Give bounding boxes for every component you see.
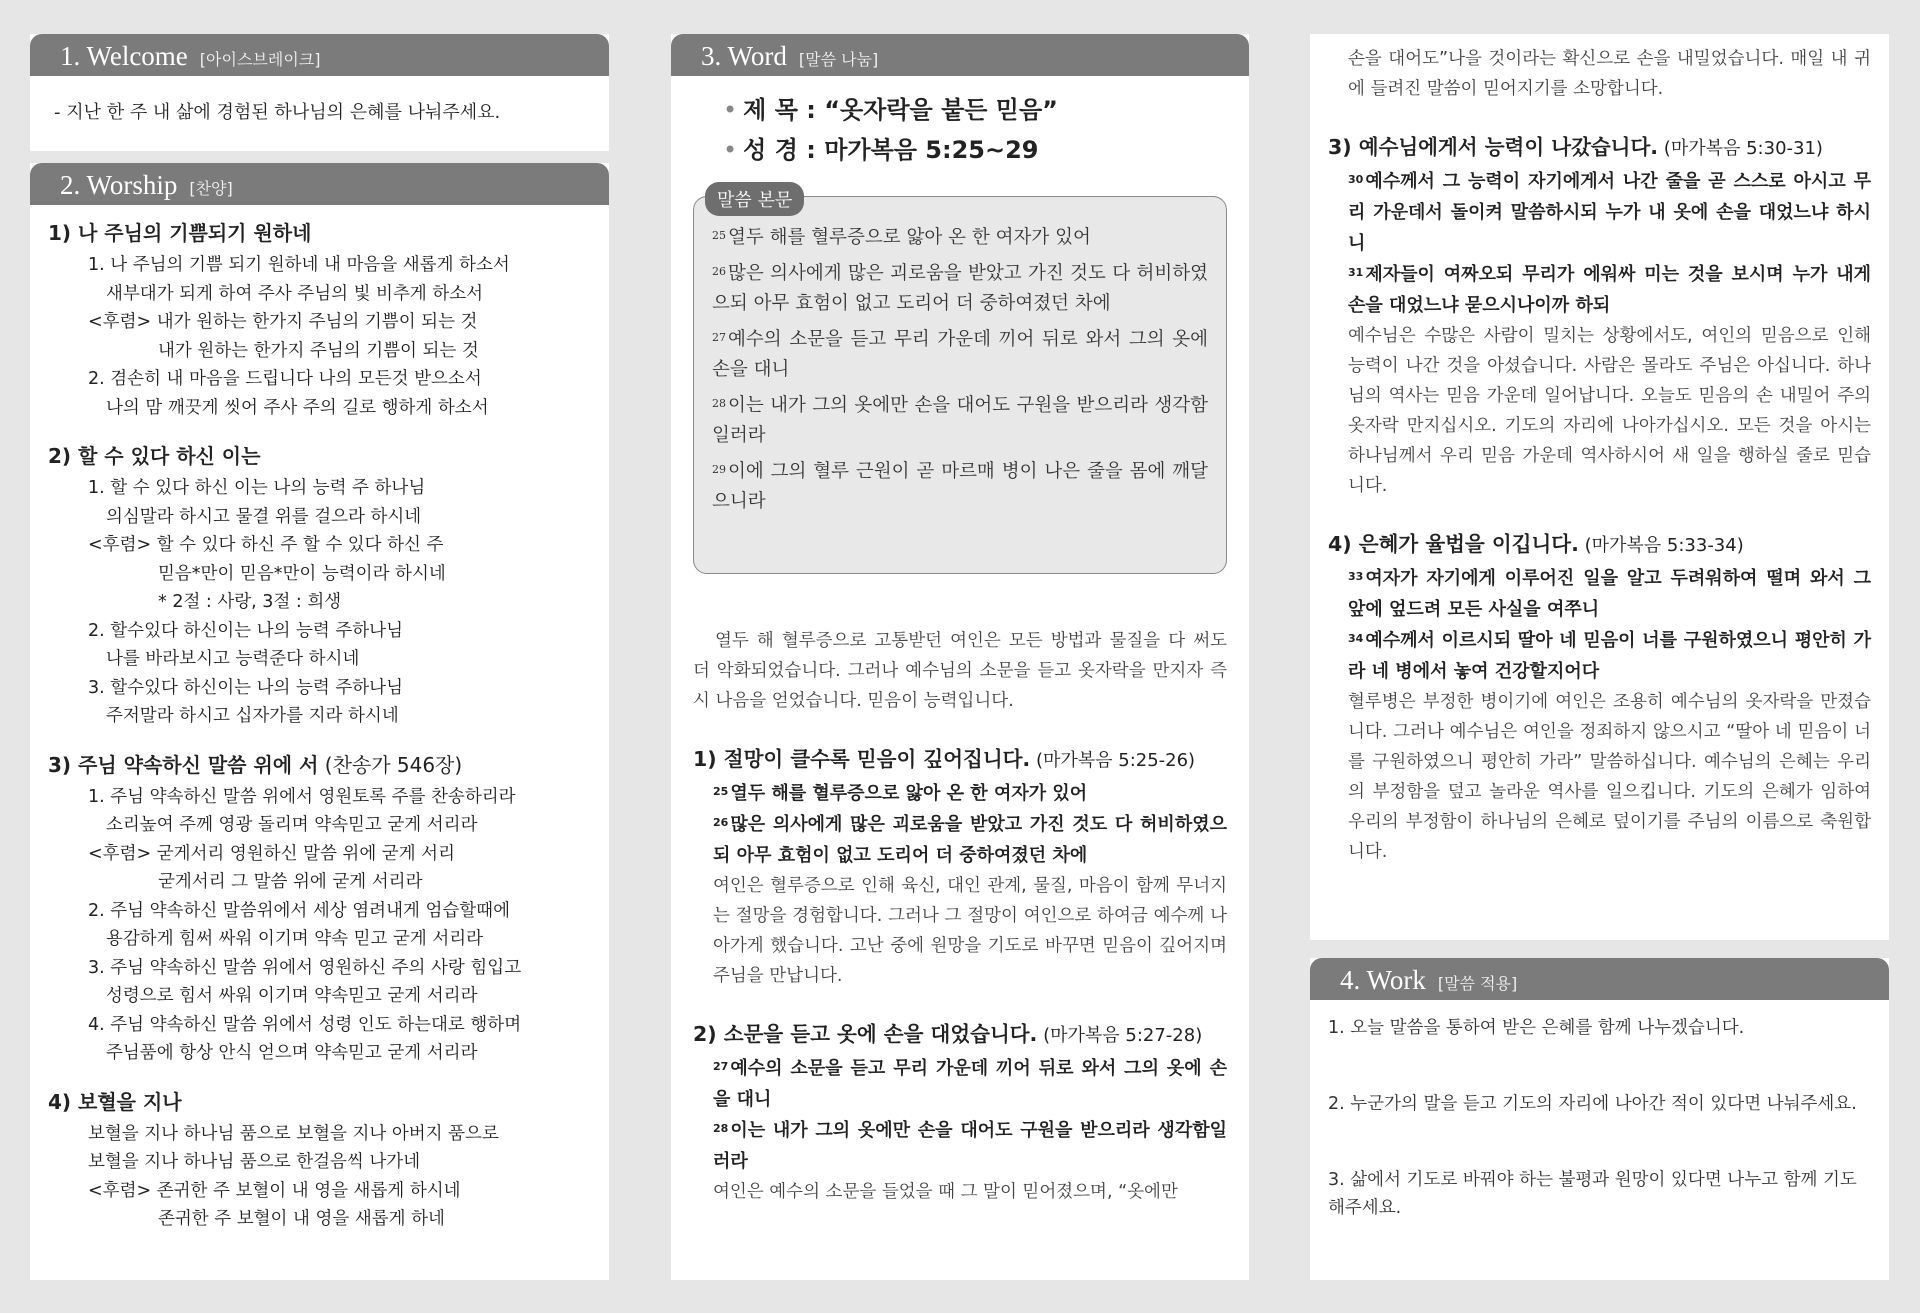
scripture-text	[693, 196, 1227, 574]
worship-subtitle: [찬양]	[189, 179, 233, 198]
song-line: 3. 주님 약속하신 말씀 위에서 영원하신 주의 사랑 힘입고	[88, 957, 522, 978]
work-title: 4. Work	[1340, 965, 1426, 995]
word-header	[671, 34, 1249, 76]
song-line: 굳게서리 그 말씀 위에 굳게 서리라	[158, 872, 423, 892]
song-line: 나의 맘 깨끗게 씻어 주사 주의 길로 행하게 하소서	[106, 397, 489, 418]
point-title: 3) 예수님에게서 능력이 나갔습니다. (마가복음 5:30-31)	[1328, 135, 1823, 159]
scripture-verse: $^{26}$ 많은 의사에게 많은 괴로움을 받았고 가진 것도 다 허비하였으되 아무 효험이 없고 도리어 더 중하여졌던 차에	[712, 263, 1208, 314]
song-title: 3) 주님 약속하신 말씀 위에 서 (찬송가 546장)	[48, 752, 463, 777]
song-line: 소리높여 주께 영광 돌리며 약속믿고 굳게 서리라	[106, 815, 478, 835]
point-verse: $^{34}$ 예수께서 이르시되 딸아 네 믿음이 너를 구원하였으니 평안히 가라 네 병에서 놓여 건강할지어다	[1348, 630, 1871, 682]
welcome-text: - 지난 한 주 내 삶에 경험된 하나님의 은혜를 나눠주세요.	[54, 102, 501, 123]
song-line: 보혈을 지나 하나님 품으로 한걸음씩 나가네	[88, 1152, 421, 1172]
song-line: <후렴> 존귀한 주 보혈이 내 영을 새롭게 하시네	[88, 1180, 461, 1201]
work-question: 1. 오늘 말씀을 통하여 받은 은혜를 함께 나누겠습니다.	[1328, 1018, 1745, 1038]
word-body	[671, 76, 1249, 1207]
song-line: 2. 주님 약속하신 말씀위에서 세상 염려내게 엄습할때에	[88, 900, 510, 921]
song-3	[48, 749, 609, 1068]
scripture-verse: $^{29}$ 이에 그의 혈루 근원이 곧 마르매 병이 나은 줄을 몸에 깨달으니라	[712, 461, 1208, 512]
song-line: * 2절 : 사랑, 3절 : 희생	[158, 592, 342, 612]
sermon-topic: • 제 목 : “옷자락을 붙든 믿음”	[723, 96, 1058, 124]
song-line: 2. 할수있다 하신이는 나의 능력 주하나님	[88, 620, 403, 641]
song-line: 2. 겸손히 내 마음을 드립니다 나의 모든것 받으소서	[88, 369, 482, 389]
song-title: 4) 보혈을 지나	[48, 1089, 182, 1114]
column-left	[30, 0, 609, 1280]
song-line: <후렴> 할 수 있다 하신 주 할 수 있다 하신 주	[88, 535, 444, 555]
scripture-verse: $^{28}$ 이는 내가 그의 옷에만 손을 대어도 구원을 받으리라 생각함일러라	[712, 395, 1208, 446]
word-continued	[1310, 34, 1889, 940]
song-line: 성령으로 힘서 싸워 이기며 약속믿고 굳게 서리라	[106, 986, 478, 1006]
column-right	[1310, 0, 1889, 1280]
song-line: 1. 할 수 있다 하신 이는 나의 능력 주 하나님	[88, 478, 426, 498]
point-verse: $^{26}$ 많은 의사에게 많은 괴로움을 받았고 가진 것도 다 허비하였으되 아무 효험이 없고 도리어 더 중하여졌던 차에	[713, 814, 1227, 866]
song-line: <후렴> 내가 원하는 한가지 주님의 기쁨이 되는 것	[88, 312, 478, 332]
song-line: <후렴> 굳게서리 영원하신 말씀 위에 굳게 서리	[88, 843, 455, 864]
song-line: 용감하게 힘써 싸워 이기며 약속 믿고 굳게 서리라	[106, 929, 484, 949]
worship-header	[30, 163, 609, 205]
song-line: 4. 주님 약속하신 말씀 위에서 성령 인도 하는대로 행하며	[88, 1014, 522, 1035]
point-explanation: 혈루병은 부정한 병이기에 여인은 조용히 예수님의 옷자락을 만졌습니다. 그러나 예수님은 여인을 정죄하지 않으시고 “딸아 네 믿음이 너를 구원하였으니 평안히 가라” 말씀하십니다. 예수님의 은혜는 우리의 부정함을 덮고 놀라운 역사를 일으킵니다. 기도의 은혜가 임하여 우리의 부정함이 하나님의 은혜로 덮이기를 주님의 이름으로 축원합니다.	[1348, 692, 1871, 862]
point-title: 4) 은혜가 율법을 이깁니다. (마가복음 5:33-34)	[1328, 532, 1744, 556]
point-explanation: 예수님은 수많은 사람이 밀치는 상황에서도, 여인의 믿음으로 인해 능력이 나간 것을 아셨습니다. 사람은 몰라도 주님은 아십니다. 하나님의 역사는 믿음 가운데 일어납니다. 오늘도 믿음의 손 내밀어 주의 옷자락 만지십시오. 기도의 자리에 나아가십시오. 모든 것을 아시는 하나님께서 우리 믿음 가운데 역사하시어 새 일을 행하실 줄로 믿습니다.	[1348, 326, 1871, 496]
column-middle	[671, 0, 1249, 1280]
point-explanation-continued: 손을 대어도”나을 것이라는 확신으로 손을 내밀었습니다. 매일 내 귀에 들려진 말씀이 믿어지기를 소망합니다.	[1348, 49, 1871, 99]
work-header	[1310, 958, 1889, 1000]
welcome-subtitle: [아이스브레이크]	[199, 50, 321, 69]
worship-title: 2. Worship	[60, 170, 178, 200]
song-line: 나를 바라보시고 능력준다 하시네	[106, 649, 360, 669]
point-verse: $^{31}$ 제자들이 여짜오되 무리가 에워싸 미는 것을 보시며 누가 내게 손을 대었느냐 묻으시나이까 하되	[1348, 264, 1871, 316]
work-subtitle: [말씀 적용]	[1437, 974, 1518, 993]
song-line: 3. 할수있다 하신이는 나의 능력 주하나님	[88, 677, 403, 698]
scripture-tag: 말씀 본문	[705, 182, 804, 216]
song-line: 새부대가 되게 하여 주사 주님의 빛 비추게 하소서	[106, 283, 484, 304]
song-line: 주님품에 항상 안식 얻으며 약속믿고 굳게 서리라	[106, 1043, 478, 1063]
scripture-box	[693, 190, 1227, 574]
scripture-verse: $^{27}$ 예수의 소문을 듣고 무리 가운데 끼어 뒤로 와서 그의 옷에 손을 대니	[712, 329, 1208, 380]
song-4	[48, 1086, 609, 1234]
song-list	[30, 205, 609, 1234]
point-title: 1) 절망이 클수록 믿음이 깊어집니다. (마가복음 5:25-26)	[693, 747, 1196, 771]
point-verse: $^{27}$ 예수의 소문을 듣고 무리 가운데 끼어 뒤로 와서 그의 옷에 손을 대니	[713, 1058, 1227, 1110]
point-verse: $^{25}$ 열두 해를 혈루증으로 앓아 온 한 여자가 있어	[713, 783, 1088, 804]
word-section	[671, 34, 1249, 1280]
point-verse: $^{30}$ 예수께서 그 능력이 자기에게서 나간 줄을 곧 스스로 아시고 무리 가운데서 돌이켜 말씀하시되 누가 내 옷에 손을 대었느냐 하시니	[1348, 171, 1871, 254]
worship-section	[30, 163, 609, 1280]
welcome-header	[30, 34, 609, 76]
scripture-verse: $^{25}$ 열두 해를 혈루증으로 앓아 온 한 여자가 있어	[712, 227, 1091, 248]
song-2	[48, 440, 609, 731]
song-title: 1) 나 주님의 기쁨되기 원하네	[48, 221, 312, 245]
song-1	[48, 217, 609, 422]
song-line: 의심말라 하시고 물결 위를 걸으라 하시네	[106, 506, 422, 527]
song-line: 주저말라 하시고 십자가를 지라 하시네	[106, 706, 399, 726]
work-question: 2. 누군가의 말을 듣고 기도의 자리에 나아간 적이 있다면 나눠주세요.	[1328, 1094, 1857, 1114]
word-title: 3. Word	[701, 41, 787, 71]
point-title: 2) 소문을 듣고 옷에 손을 대었습니다. (마가복음 5:27-28)	[693, 1022, 1203, 1046]
sermon-intro: 열두 해 혈루증으로 고통받던 여인은 모든 방법과 물질을 다 써도 더 악화되었습니다. 그러나 예수님의 소문을 듣고 옷자락을 만지자 즉시 나음을 얻었습니다. 믿음이 능력입니다.	[693, 631, 1227, 711]
song-line: 존귀한 주 보혈이 내 영을 새롭게 하네	[158, 1209, 445, 1229]
song-line: 1. 주님 약속하신 말씀 위에서 영원토록 주를 찬송하리라	[88, 786, 516, 807]
song-title: 2) 할 수 있다 하신 이는	[48, 444, 261, 468]
word-continued-body	[1310, 34, 1889, 867]
welcome-section	[30, 34, 609, 151]
work-questions	[1310, 1000, 1889, 1222]
point-verse: $^{33}$ 여자가 자기에게 이루어진 일을 알고 두려워하여 떨며 와서 그 앞에 엎드려 모든 사실을 여쭈니	[1348, 568, 1871, 620]
point-verse: $^{28}$ 이는 내가 그의 옷에만 손을 대어도 구원을 받으리라 생각함일러라	[713, 1120, 1227, 1172]
song-line: 1. 나 주님의 기쁨 되기 원하네 내 마음을 새롭게 하소서	[88, 255, 510, 275]
point-explanation: 여인은 예수의 소문을 들었을 때 그 말이 믿어졌으며, “옷에만	[713, 1182, 1178, 1202]
work-question: 3. 삶에서 기도로 바꿔야 하는 불평과 원망이 있다면 나누고 함께 기도해주세요.	[1328, 1170, 1857, 1218]
work-section	[1310, 958, 1889, 1280]
song-line: 믿음*만이 믿음*만이 능력이라 하시네	[158, 563, 446, 584]
sermon-passage: • 성 경 : 마가복음 5:25~29	[723, 136, 1039, 164]
welcome-title: 1. Welcome	[60, 41, 188, 71]
point-explanation: 여인은 혈루증으로 인해 육신, 대인 관계, 물질, 마음이 함께 무너지는 절망을 경험합니다. 그러나 그 절망이 여인으로 하여금 예수께 나아가게 했습니다. 고난 중에 원망을 기도로 바꾸면 믿음이 깊어지며 주님을 만납니다.	[713, 876, 1227, 986]
song-line: 내가 원하는 한가지 주님의 기쁨이 되는 것	[158, 340, 479, 361]
word-subtitle: [말씀 나눔]	[798, 50, 879, 69]
song-line: 보혈을 지나 하나님 품으로 보혈을 지나 아버지 품으로	[88, 1123, 499, 1144]
